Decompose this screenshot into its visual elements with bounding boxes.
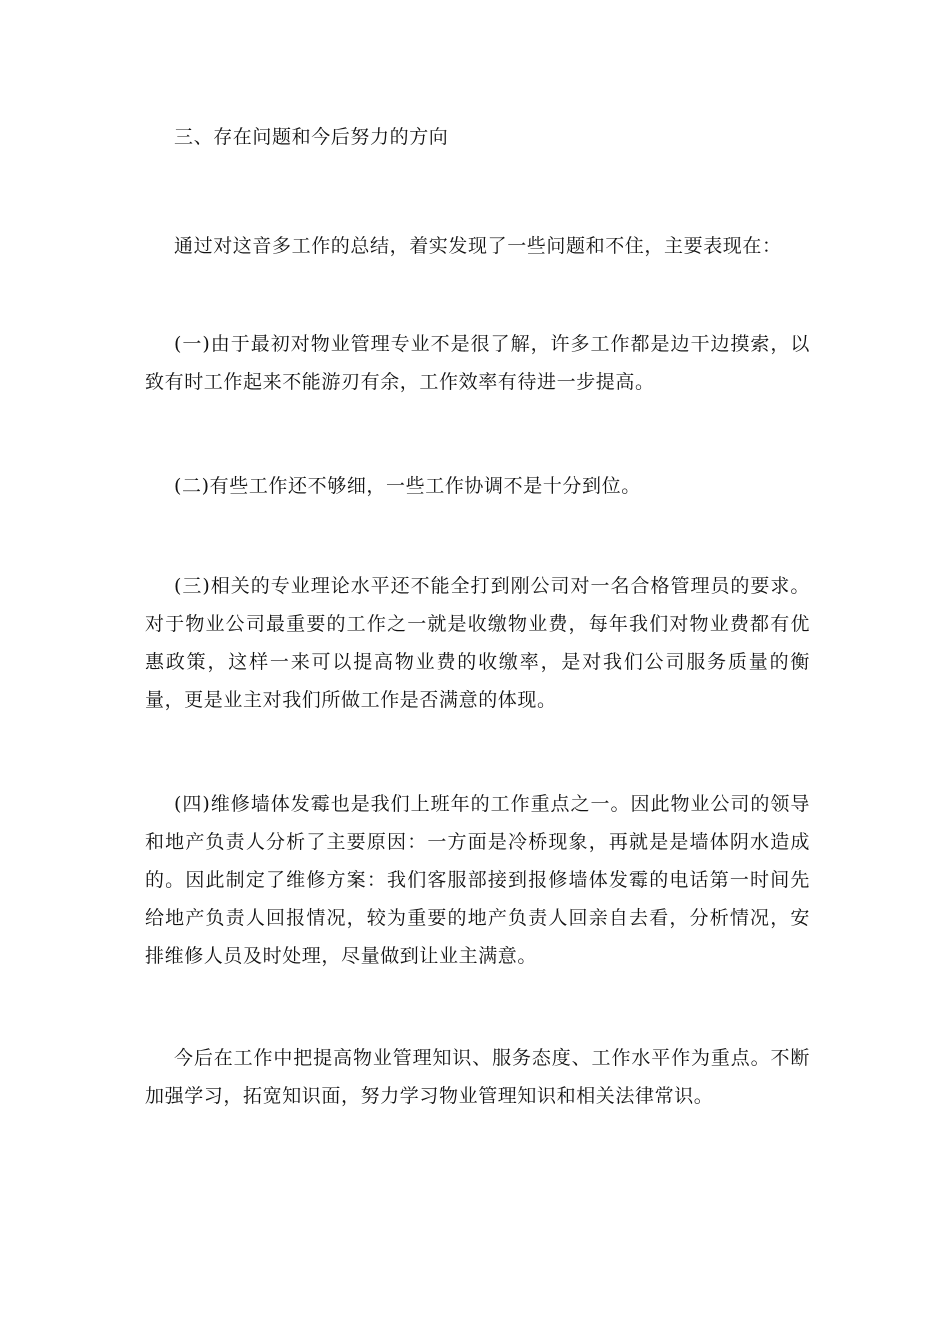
issue-paragraph-3: (三)相关的专业理论水平还不能全打到刚公司对一名合格管理员的要求。对于物业公司最重要的工作之一就是收缴物业费，每年我们对物业费都有优惠政策，这样一来可以提高物业费的收缴率，是对我们公司服务质量的衡量，更是业主对我们所做工作是否满意的体现。: [145, 575, 810, 711]
future-plan-paragraph: 今后在工作中把提高物业管理知识、服务态度、工作水平作为重点。不断加强学习，拓宽知识面，努力学习物业管理知识和相关法律常识。: [145, 1047, 810, 1107]
issue-paragraph-2: (二)有些工作还不够细，一些工作协调不是十分到位。: [174, 475, 641, 497]
intro-paragraph: 通过对这音多工作的总结，着实发现了一些问题和不住，主要表现在：: [174, 235, 782, 257]
issue-paragraph-4: (四)维修墙体发霉也是我们上班年的工作重点之一。因此物业公司的领导和地产负责人分析了主要原因：一方面是冷桥现象，再就是是墙体阴水造成的。因此制定了维修方案：我们客服部接到报修墙体发霉的电话第一时间先给地产负责人回报情况，较为重要的地产负责人回亲自去看，分析情况，安排维修人员及时处理，尽量做到让业主满意。: [145, 793, 810, 967]
issue-paragraph-1: (一)由于最初对物业管理专业不是很了解，许多工作都是边干边摸索，以致有时工作起来不能游刃有余，工作效率有待进一步提高。: [145, 333, 810, 393]
section-heading: 三、存在问题和今后努力的方向: [174, 126, 449, 148]
